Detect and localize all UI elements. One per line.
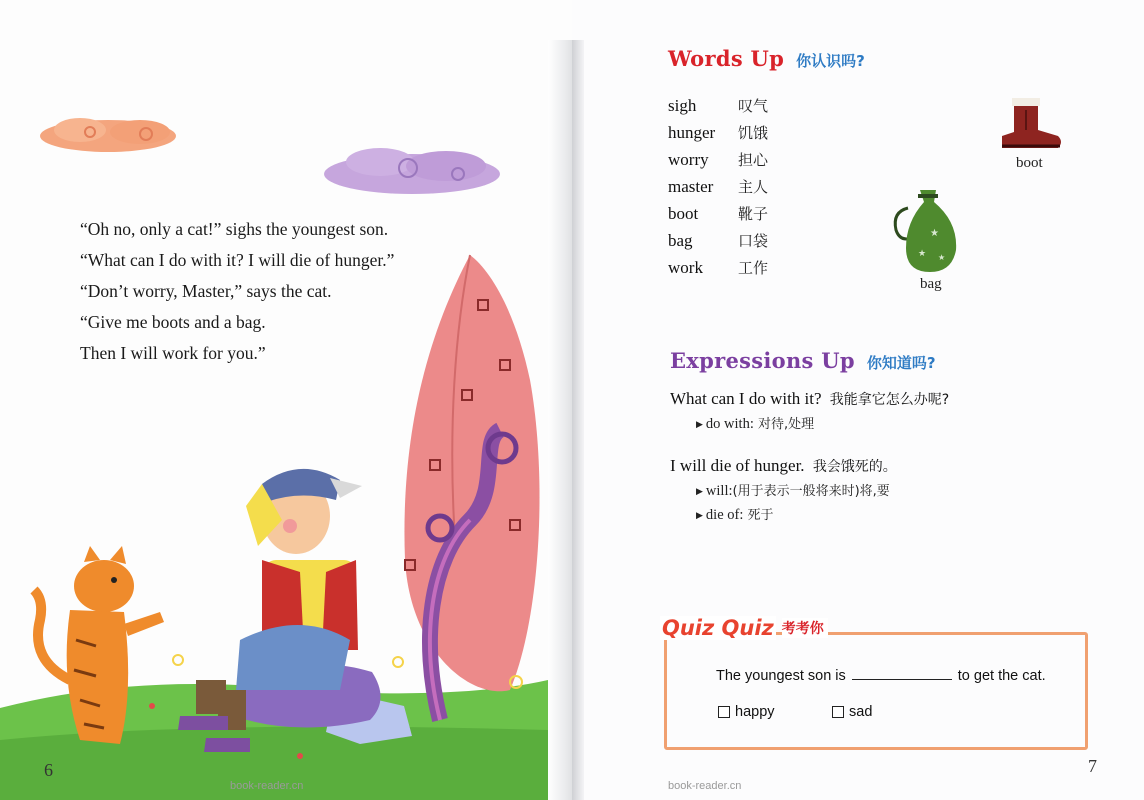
page-number-left: 6 [44, 760, 53, 780]
words-up-title: Words Up [668, 46, 785, 71]
expression-en: I will die of hunger. [670, 456, 805, 475]
vocab-translation: 担心 [738, 151, 769, 169]
boot-label: boot [1016, 155, 1043, 171]
vocabulary-list [668, 92, 768, 281]
vocab-row [668, 200, 768, 227]
svg-text:★: ★ [918, 249, 927, 259]
note-meaning: (用于表示一般将来时)将,要 [732, 484, 890, 499]
triangle-bullet-icon: ▶ [696, 419, 703, 429]
vocab-translation: 饥饿 [738, 124, 769, 142]
watermark-left: book-reader.cn [230, 780, 304, 792]
expression-item [670, 389, 949, 433]
vocab-row [668, 173, 768, 200]
vocab-word: master [668, 176, 714, 196]
vocab-row [668, 254, 768, 281]
quiz-logo: Quiz Quiz [662, 616, 774, 640]
purple-cloud [324, 148, 500, 194]
triangle-bullet-icon: ▶ [696, 510, 703, 520]
answer-blank[interactable] [852, 668, 952, 680]
checkbox-icon[interactable] [832, 706, 844, 718]
quiz-heading [660, 616, 828, 640]
vocab-word: worry [668, 149, 709, 169]
quiz-box [664, 632, 1088, 750]
quiz-option-sad[interactable] [832, 704, 872, 720]
vocab-translation: 工作 [738, 259, 769, 277]
option-label: sad [849, 704, 873, 720]
page-gutter-right [572, 40, 584, 800]
orange-cloud [40, 118, 176, 152]
note-meaning: 死于 [743, 508, 774, 523]
story-line: “Give me boots and a bag. [80, 312, 266, 332]
svg-text:★: ★ [938, 253, 946, 262]
expression-note [696, 480, 897, 500]
note-term: do with: [705, 416, 754, 432]
quiz-question-start: The youngest son is [716, 668, 846, 684]
quiz-question-end: to get the cat. [957, 668, 1046, 684]
story-line: “Don’t worry, Master,” says the cat. [80, 281, 332, 301]
story-line: “What can I do with it? I will die of hunger.” [80, 250, 395, 270]
vocab-row [668, 146, 768, 173]
expressions-up-title: Expressions Up [670, 348, 855, 373]
vocab-row [668, 119, 768, 146]
vocab-translation: 靴子 [738, 205, 769, 223]
expression-en: What can I do with it? [670, 389, 822, 408]
vocab-translation: 主人 [738, 178, 769, 196]
story-text [80, 214, 460, 369]
vocab-word: sigh [668, 95, 697, 115]
expressions-up-heading [670, 348, 936, 373]
words-up-title-zh: 你认识吗? [796, 52, 865, 70]
expressions-up-title-zh: 你知道吗? [866, 354, 936, 372]
story-line: “Oh no, only a cat!” sighs the youngest son. [80, 219, 389, 239]
expression-zh: 我会饿死的。 [812, 459, 897, 475]
vocab-word: work [668, 257, 703, 277]
page-number-right: 7 [1088, 756, 1097, 776]
quiz-option-happy[interactable] [718, 704, 775, 720]
vocab-word: boot [668, 203, 699, 223]
bag-label: bag [920, 276, 942, 292]
expression-note [696, 504, 897, 524]
note-term: die of: [705, 507, 744, 523]
boot-image [996, 96, 1066, 152]
note-meaning: 对待,处理 [753, 417, 815, 432]
note-term: will: [705, 483, 733, 499]
vocab-translation: 叹气 [738, 97, 769, 115]
checkbox-icon[interactable] [718, 706, 730, 718]
words-up-heading [668, 46, 865, 71]
expression-item [670, 456, 897, 524]
expression-note [696, 413, 949, 433]
vocab-word: bag [668, 230, 693, 250]
vocab-row [668, 227, 768, 254]
option-label: happy [735, 704, 775, 720]
vocab-word: hunger [668, 122, 716, 142]
watermark-right: book-reader.cn [668, 780, 742, 792]
quiz-question [716, 668, 1046, 684]
vocab-row [668, 92, 768, 119]
expression-zh: 我能拿它怎么办呢? [829, 392, 950, 408]
svg-text:★: ★ [930, 228, 939, 239]
vocab-translation: 口袋 [738, 232, 769, 250]
story-line: Then I will work for you.” [80, 343, 266, 363]
bag-image [890, 186, 966, 276]
triangle-bullet-icon: ▶ [696, 486, 703, 496]
quiz-title-zh: 考考你 [782, 618, 828, 638]
